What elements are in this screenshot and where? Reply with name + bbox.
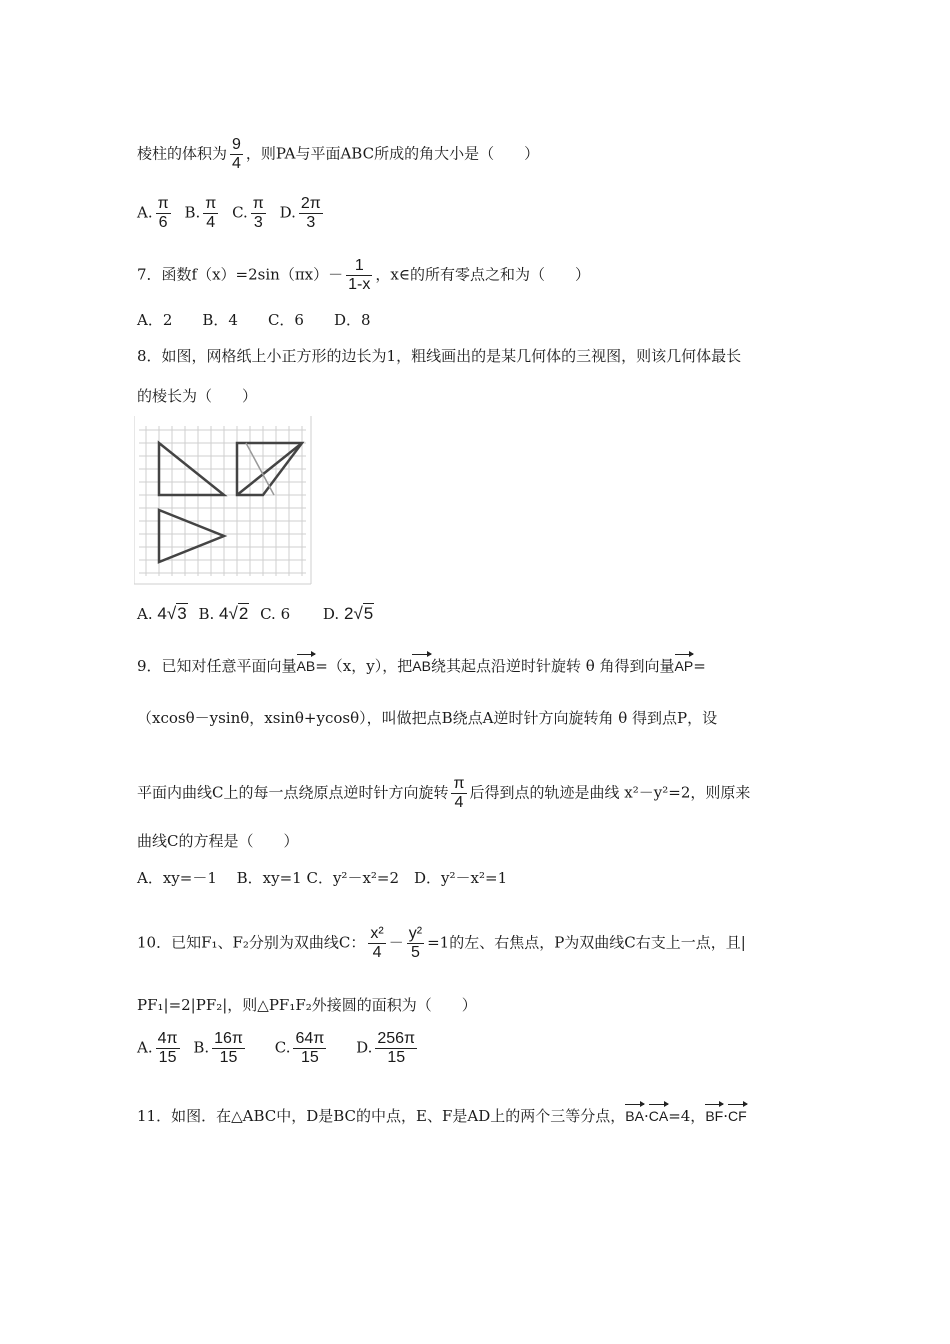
hyperbola-y-term: $\frac{\text{y²}}{5}$ bbox=[408, 925, 423, 961]
q7-fraction: $\frac{1}{1-x}$ bbox=[348, 257, 371, 293]
vector-ap: AP bbox=[675, 652, 694, 676]
vector-bf: BF bbox=[705, 1102, 723, 1126]
vector-ba: BA bbox=[625, 1102, 644, 1126]
vector-cf: CF bbox=[728, 1102, 747, 1126]
q9-stem-line4: 曲线C的方程是（ ） bbox=[137, 832, 299, 850]
q10-options bbox=[137, 1030, 426, 1067]
vector-ca: CA bbox=[649, 1102, 668, 1126]
q10-option-b[interactable]: B. $\frac{16\pi}{15}$ bbox=[193, 1030, 243, 1066]
q7-options: A．2 B．4 C．6 D．8 bbox=[137, 311, 371, 329]
volume-fraction: $\frac{9}{4}$ bbox=[232, 136, 241, 172]
q6-option-a[interactable]: A. $\frac{\pi}{6}$ bbox=[137, 195, 169, 231]
q6-option-b[interactable]: B. $\frac{\pi}{4}$ bbox=[184, 195, 217, 231]
q7-stem: 7．函数f（x）=2sin（πx）－ $\frac{1}{1-x}$ ，x∈的所有零点之和为（ ） bbox=[137, 257, 590, 293]
rotation-angle-fraction: $\frac{\pi}{4}$ bbox=[453, 775, 465, 811]
hyperbola-x-term: $\frac{\text{x²}}{4}$ bbox=[370, 925, 384, 961]
q9-stem-line3: 平面内曲线C上的每一点绕原点逆时针方向旋转 $\frac{\pi}{4}$ 后得到点的轨迹是曲线 x²－y²=2，则原来 bbox=[137, 775, 751, 811]
q10-stem-line1: 10．已知F₁、F₂分别为双曲线C： $\frac{\text{x²}}{4}$ － $\frac{\text{y²}}{5}$ =1的左、右焦点，P为双曲线C右支上一点，且| bbox=[137, 925, 746, 961]
q6-options bbox=[137, 195, 332, 232]
three-view-figure bbox=[134, 416, 312, 586]
vector-ab-repeat: AB bbox=[412, 652, 431, 676]
q8-stem-line2: 的棱长为（ ） bbox=[137, 387, 258, 405]
q10-stem-line2: PF₁|=2|PF₂|，则△PF₁F₂外接圆的面积为（ ） bbox=[137, 996, 477, 1014]
q10-option-d[interactable]: D. $\frac{256\pi}{15}$ bbox=[356, 1030, 416, 1066]
q8-option-d[interactable]: D. 2√5 bbox=[322, 604, 374, 623]
q10-option-c[interactable]: C. $\frac{64\pi}{15}$ bbox=[274, 1030, 325, 1066]
q8-stem-line1: 8．如图，网格纸上小正方形的边长为1，粗线画出的是某几何体的三视图，则该几何体最长 bbox=[137, 347, 742, 365]
vector-ab: AB bbox=[297, 652, 316, 676]
q8-option-a[interactable]: A. 4√3 bbox=[137, 604, 187, 623]
q10-option-a[interactable]: A. $\frac{4\pi}{15}$ bbox=[137, 1030, 178, 1066]
q9-options: A．xy=－1 B．xy=1 C．y²－x²=2 D．y²－x²=1 bbox=[137, 869, 508, 887]
grid-lines bbox=[134, 416, 311, 584]
q9-stem-line1: 9．已知对任意平面向量AB=（x，y），把AB绕其起点沿逆时针旋转 θ 角得到向量AP= bbox=[137, 652, 706, 676]
q9-stem-line2: （xcosθ－ysinθ，xsinθ+ycosθ），叫做把点B绕点A逆时针方向旋转角 θ 得到点P，设 bbox=[137, 709, 718, 727]
q8-option-b[interactable]: B. 4√2 bbox=[198, 604, 249, 623]
q6-option-d[interactable]: D. $\frac{2\pi}{3}$ bbox=[279, 195, 321, 231]
q11-stem-line1: 11．如图．在△ABC中，D是BC的中点，E、F是AD上的两个三等分点，BA·CA=4，BF·CF bbox=[137, 1102, 747, 1126]
q6-option-c[interactable]: C. $\frac{\pi}{3}$ bbox=[232, 195, 264, 231]
top-view-triangle bbox=[159, 510, 224, 562]
q8-options bbox=[137, 604, 380, 624]
q6-stem: 棱柱的体积为 $\frac{9}{4}$ ，则PA与平面ABC所成的角大小是（ ） bbox=[137, 136, 540, 172]
q8-option-c[interactable]: C. 6 bbox=[260, 605, 291, 623]
